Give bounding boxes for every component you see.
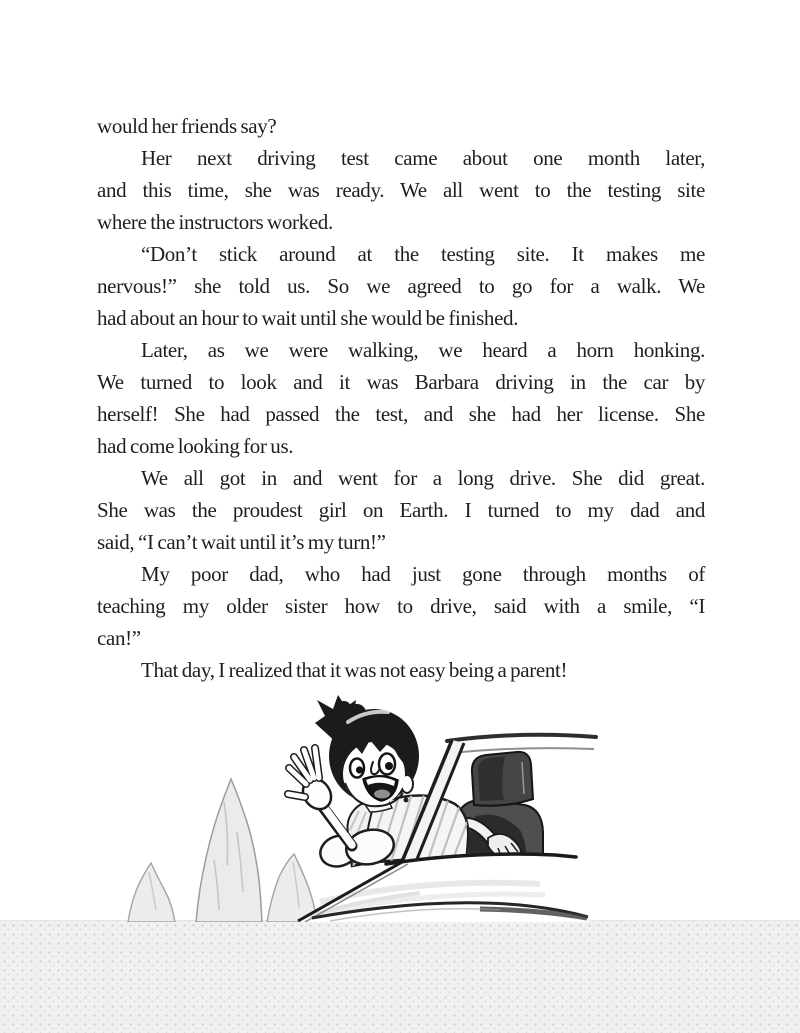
story-line: That day, I realized that it was not easy being a parent! — [141, 658, 568, 682]
story-line: We turned to look and it was Barbara driving in the car by — [97, 370, 705, 394]
story-line: Her next driving test came about one month later, — [141, 146, 705, 170]
girl-waving-from-car-illustration — [95, 692, 600, 922]
footer-texture-band — [0, 920, 800, 1033]
story-line: nervous!” she told us. So we agreed to go for a walk. We — [97, 274, 705, 298]
car-roof — [447, 735, 596, 753]
story-line: can!” — [97, 626, 141, 650]
story-line: had about an hour to wait until she would be finished. — [97, 306, 519, 330]
story-line: teaching my older sister how to drive, said with a smile, “I — [97, 594, 705, 618]
story-line: My poor dad, who had just gone through months of — [141, 562, 705, 586]
story-line: herself! She had passed the test, and she had her license. She — [97, 402, 705, 426]
cypress-trees — [128, 779, 317, 922]
story-line: had come looking for us. — [97, 434, 294, 458]
story-line: and this time, she was ready. We all went to the testing site — [97, 178, 705, 202]
story-line: “Don’t stick around at the testing site. It makes me — [141, 242, 705, 266]
story-line: She was the proudest girl on Earth. I turned to my dad and — [97, 498, 705, 522]
story-line: Later, as we were walking, we heard a horn honking. — [141, 338, 705, 362]
story-line: said, “I can’t wait until it’s my turn!” — [97, 530, 386, 554]
story-line: would her friends say? — [97, 114, 277, 138]
story-text — [97, 110, 705, 686]
story-line: where the instructors worked. — [97, 210, 333, 234]
story-line: We all got in and went for a long drive. She did great. — [141, 466, 705, 490]
